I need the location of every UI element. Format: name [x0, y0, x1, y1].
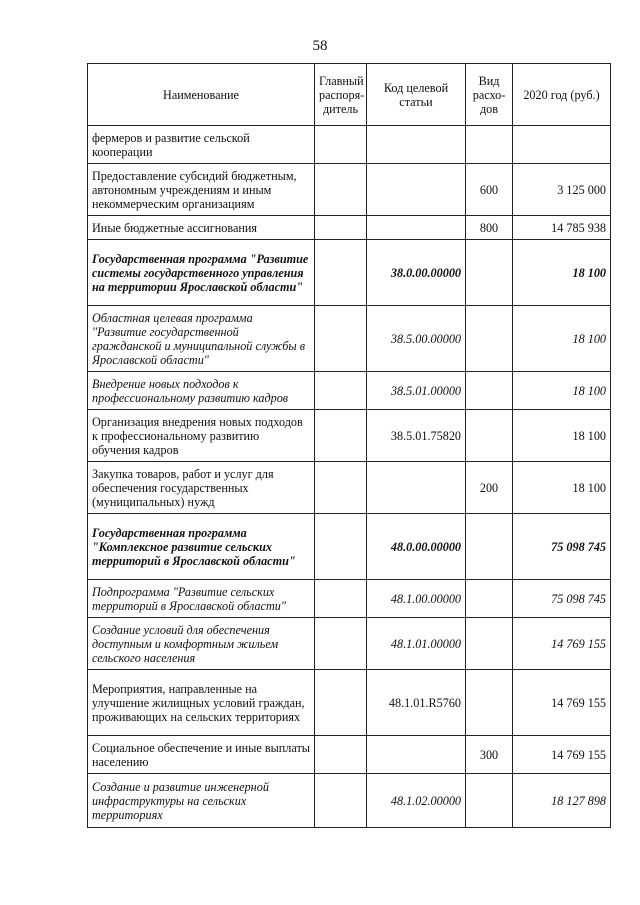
cell-grbs	[315, 306, 367, 372]
cell-grbs	[315, 164, 367, 216]
table-row	[88, 216, 611, 240]
cell-grbs	[315, 774, 367, 828]
cell-sum: 14 785 938	[513, 216, 611, 240]
table-row	[88, 462, 611, 514]
cell-code: 48.1.01.R5760	[367, 670, 466, 736]
cell-vr	[466, 670, 513, 736]
cell-vr	[466, 618, 513, 670]
cell-code	[367, 126, 466, 164]
cell-vr	[466, 410, 513, 462]
cell-grbs	[315, 580, 367, 618]
cell-name: Областная целевая программа "Развитие государственной гражданской и муниципальной службы в Ярославской области"	[88, 306, 315, 372]
table-row	[88, 126, 611, 164]
cell-code: 48.0.00.00000	[367, 514, 466, 580]
header-sum: 2020 год (руб.)	[513, 64, 611, 126]
table-row	[88, 240, 611, 306]
cell-vr: 800	[466, 216, 513, 240]
cell-vr	[466, 514, 513, 580]
table-header-row	[88, 64, 611, 126]
cell-code: 38.5.01.00000	[367, 372, 466, 410]
table-row	[88, 670, 611, 736]
cell-grbs	[315, 514, 367, 580]
cell-grbs	[315, 462, 367, 514]
cell-code: 38.5.00.00000	[367, 306, 466, 372]
header-vr: Вид расхо-дов	[466, 64, 513, 126]
cell-sum: 14 769 155	[513, 736, 611, 774]
cell-name: Предоставление субсидий бюджетным, автономным учреждениям и иным некоммерческим организациям	[88, 164, 315, 216]
cell-sum: 18 100	[513, 240, 611, 306]
header-name: Наименование	[88, 64, 315, 126]
cell-grbs	[315, 618, 367, 670]
cell-name: Создание условий для обеспечения доступным и комфортным жильем сельского населения	[88, 618, 315, 670]
cell-vr	[466, 240, 513, 306]
cell-code	[367, 736, 466, 774]
cell-name: Внедрение новых подходов к профессиональному развитию кадров	[88, 372, 315, 410]
table-row	[88, 774, 611, 828]
cell-name: Государственная программа "Развитие системы государственного управления на территории Ярославской области"	[88, 240, 315, 306]
cell-grbs	[315, 410, 367, 462]
cell-name: Государственная программа "Комплексное развитие сельских территорий в Ярославской области"	[88, 514, 315, 580]
cell-code: 48.1.01.00000	[367, 618, 466, 670]
cell-code	[367, 462, 466, 514]
table-row	[88, 410, 611, 462]
cell-name: Социальное обеспечение и иные выплаты населению	[88, 736, 315, 774]
cell-vr	[466, 126, 513, 164]
table-row	[88, 618, 611, 670]
cell-code: 38.5.01.75820	[367, 410, 466, 462]
cell-code	[367, 216, 466, 240]
cell-grbs	[315, 216, 367, 240]
cell-vr	[466, 774, 513, 828]
table-row	[88, 580, 611, 618]
cell-sum: 14 769 155	[513, 670, 611, 736]
cell-name: Создание и развитие инженерной инфраструктуры на сельских территориях	[88, 774, 315, 828]
cell-sum: 18 100	[513, 410, 611, 462]
cell-sum: 18 100	[513, 306, 611, 372]
table-row	[88, 306, 611, 372]
cell-sum: 75 098 745	[513, 580, 611, 618]
table-row	[88, 514, 611, 580]
table-row	[88, 736, 611, 774]
page-number: 58	[312, 38, 328, 54]
cell-sum: 18 100	[513, 372, 611, 410]
cell-code: 38.0.00.00000	[367, 240, 466, 306]
cell-name: Организация внедрения новых подходов к профессиональному развитию обучения кадров	[88, 410, 315, 462]
cell-sum: 75 098 745	[513, 514, 611, 580]
cell-vr: 200	[466, 462, 513, 514]
table-row	[88, 372, 611, 410]
cell-sum	[513, 126, 611, 164]
cell-grbs	[315, 736, 367, 774]
cell-code	[367, 164, 466, 216]
cell-vr: 300	[466, 736, 513, 774]
cell-name: Подпрограмма "Развитие сельских территорий в Ярославской области"	[88, 580, 315, 618]
cell-vr	[466, 372, 513, 410]
cell-sum: 14 769 155	[513, 618, 611, 670]
cell-sum: 18 127 898	[513, 774, 611, 828]
cell-name: Закупка товаров, работ и услуг для обеспечения государственных (муниципальных) нужд	[88, 462, 315, 514]
header-grbs: Главный распоря-дитель	[315, 64, 367, 126]
table-body	[88, 126, 611, 828]
cell-name: фермеров и развитие сельской кооперации	[88, 126, 315, 164]
cell-code: 48.1.00.00000	[367, 580, 466, 618]
header-code: Код целевой статьи	[367, 64, 466, 126]
cell-vr	[466, 306, 513, 372]
cell-grbs	[315, 372, 367, 410]
cell-sum: 3 125 000	[513, 164, 611, 216]
cell-vr	[466, 580, 513, 618]
cell-vr: 600	[466, 164, 513, 216]
cell-grbs	[315, 126, 367, 164]
table-row	[88, 164, 611, 216]
cell-name: Иные бюджетные ассигнования	[88, 216, 315, 240]
cell-grbs	[315, 240, 367, 306]
cell-grbs	[315, 670, 367, 736]
cell-sum: 18 100	[513, 462, 611, 514]
budget-table	[87, 63, 611, 828]
cell-code: 48.1.02.00000	[367, 774, 466, 828]
cell-name: Мероприятия, направленные на улучшение жилищных условий граждан, проживающих на сельских территориях	[88, 670, 315, 736]
